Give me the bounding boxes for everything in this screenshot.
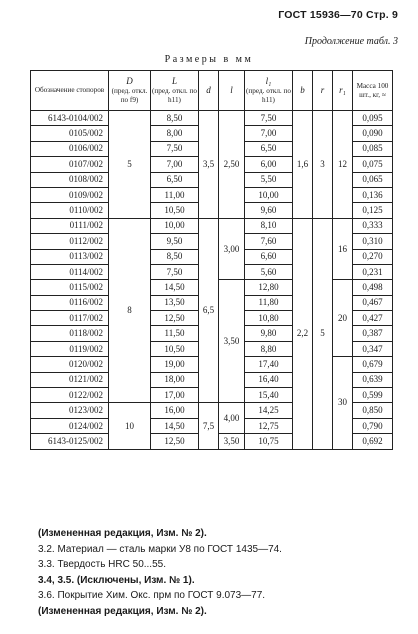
header-d-symbol: d — [206, 84, 211, 95]
header-D — [109, 71, 151, 111]
cell-l1: 5,60 — [245, 264, 293, 279]
cell-d: 6,5 — [199, 218, 219, 403]
cell-L: 7,50 — [151, 264, 199, 279]
cell-designation: 0114/002 — [31, 264, 109, 279]
header-l — [219, 71, 245, 111]
cell-l1: 6,50 — [245, 141, 293, 156]
cell-D: 10 — [109, 403, 151, 449]
note-coating: 3.6. Покрытие Хим. Окс. прм по ГОСТ 9.073—77. — [38, 590, 266, 601]
cell-mass: 0,136 — [353, 187, 393, 202]
header-b-symbol: b — [300, 84, 305, 95]
cell-mass: 0,679 — [353, 357, 393, 372]
cell-mass: 0,125 — [353, 203, 393, 218]
cell-mass: 0,467 — [353, 295, 393, 310]
header-l-symbol: l — [230, 84, 233, 95]
cell-mass: 0,333 — [353, 218, 393, 233]
cell-l: 3,50 — [219, 280, 245, 403]
cell-L: 6,50 — [151, 172, 199, 187]
sizes-caption: Размеры в мм — [164, 54, 254, 65]
cell-l1: 9,80 — [245, 326, 293, 341]
note-revision: (Измененная редакция, Изм. № 2). — [38, 528, 207, 539]
cell-L: 9,50 — [151, 234, 199, 249]
cell-designation: 0106/002 — [31, 141, 109, 156]
cell-designation: 0116/002 — [31, 295, 109, 310]
header-r1-symbol: r₁ — [339, 84, 346, 95]
cell-L: 7,00 — [151, 157, 199, 172]
cell-mass: 0,231 — [353, 264, 393, 279]
cell-designation: 6143-0104/002 — [31, 111, 109, 126]
cell-l1: 6,00 — [245, 157, 293, 172]
cell-L: 14,50 — [151, 280, 199, 295]
table-row — [31, 111, 393, 126]
cell-designation: 0117/002 — [31, 311, 109, 326]
header-r1 — [333, 71, 353, 111]
cell-l: 2,50 — [219, 111, 245, 219]
cell-designation: 0105/002 — [31, 126, 109, 141]
cell-L: 10,00 — [151, 218, 199, 233]
header-L-symbol: L — [171, 75, 177, 86]
cell-mass: 0,850 — [353, 403, 393, 418]
cell-designation: 0119/002 — [31, 341, 109, 356]
cell-L: 8,50 — [151, 111, 199, 126]
cell-D: 5 — [109, 111, 151, 219]
cell-mass: 0,427 — [353, 311, 393, 326]
cell-designation: 0121/002 — [31, 372, 109, 387]
cell-designation: 0112/002 — [31, 234, 109, 249]
cell-r: 5 — [313, 218, 333, 449]
cell-mass: 0,310 — [353, 234, 393, 249]
cell-L: 12,50 — [151, 311, 199, 326]
cell-L: 12,50 — [151, 434, 199, 449]
cell-L: 14,50 — [151, 418, 199, 433]
header-r-symbol: r — [320, 84, 325, 95]
header-d — [199, 71, 219, 111]
cell-l1: 17,40 — [245, 357, 293, 372]
cell-mass: 0,498 — [353, 280, 393, 295]
cell-l1: 8,10 — [245, 218, 293, 233]
cell-designation: 6143-0125/002 — [31, 434, 109, 449]
cell-r: 3 — [313, 111, 333, 219]
note-excluded: 3.4, 3.5. (Исключены, Изм. № 1). — [38, 574, 195, 586]
cell-D: 8 — [109, 218, 151, 403]
cell-d: 7,5 — [199, 403, 219, 449]
cell-L: 11,00 — [151, 187, 199, 202]
cell-designation: 0107/002 — [31, 157, 109, 172]
cell-L: 18,00 — [151, 372, 199, 387]
cell-designation: 0123/002 — [31, 403, 109, 418]
cell-l1: 16,40 — [245, 372, 293, 387]
cell-L: 13,50 — [151, 295, 199, 310]
cell-L: 17,00 — [151, 388, 199, 403]
cell-L: 11,50 — [151, 326, 199, 341]
header-D-symbol: D — [126, 75, 133, 86]
cell-l1: 8,80 — [245, 341, 293, 356]
note-material: 3.2. Материал — сталь марки У8 по ГОСТ 1435—74. — [38, 543, 282, 555]
page-header: ГОСТ 15936—70 Стр. 9 — [278, 9, 398, 21]
cell-l1: 12,75 — [245, 418, 293, 433]
cell-designation: 0115/002 — [31, 280, 109, 295]
cell-l1: 5,50 — [245, 172, 293, 187]
header-L — [151, 71, 199, 111]
cell-l1: 12,80 — [245, 280, 293, 295]
header-mass: Масса 100 шт., кг, ≈ — [353, 71, 393, 111]
header-b — [293, 71, 313, 111]
cell-mass: 0,095 — [353, 111, 393, 126]
cell-l1: 10,80 — [245, 311, 293, 326]
cell-designation: 0108/002 — [31, 172, 109, 187]
header-l1-symbol: l₁ — [265, 75, 272, 86]
cell-mass: 0,270 — [353, 249, 393, 264]
header-D-note: (пред. откл. по f9) — [111, 86, 148, 104]
cell-designation: 0109/002 — [31, 187, 109, 202]
cell-l1: 7,50 — [245, 111, 293, 126]
cell-mass: 0,347 — [353, 341, 393, 356]
notes-section — [38, 526, 398, 619]
header-L-note: (пред. откл. по h11) — [152, 86, 197, 104]
header-l1 — [245, 71, 293, 111]
cell-r1: 16 — [333, 218, 353, 280]
cell-r1: 12 — [333, 111, 353, 219]
cell-l1: 9,60 — [245, 203, 293, 218]
cell-L: 10,50 — [151, 203, 199, 218]
note-revision: (Измененная редакция, Изм. № 2). — [38, 605, 207, 617]
cell-designation: 0118/002 — [31, 326, 109, 341]
cell-mass: 0,790 — [353, 418, 393, 433]
cell-L: 7,50 — [151, 141, 199, 156]
note-hardness: 3.3. Твердость HRC 50...55. — [38, 559, 166, 570]
cell-l1: 7,00 — [245, 126, 293, 141]
cell-b: 1,6 — [293, 111, 313, 219]
cell-mass: 0,639 — [353, 372, 393, 387]
cell-l1: 14,25 — [245, 403, 293, 418]
cell-l1: 10,00 — [245, 187, 293, 202]
cell-l: 3,50 — [219, 434, 245, 449]
cell-mass: 0,692 — [353, 434, 393, 449]
specification-table — [30, 70, 393, 450]
cell-r1: 30 — [333, 357, 353, 449]
cell-designation: 0124/002 — [31, 418, 109, 433]
table-row — [31, 218, 393, 233]
cell-mass: 0,090 — [353, 126, 393, 141]
cell-mass: 0,075 — [353, 157, 393, 172]
cell-L: 16,00 — [151, 403, 199, 418]
cell-designation: 0113/002 — [31, 249, 109, 264]
cell-designation: 0122/002 — [31, 388, 109, 403]
cell-designation: 0111/002 — [31, 218, 109, 233]
cell-mass: 0,065 — [353, 172, 393, 187]
cell-l1: 15,40 — [245, 388, 293, 403]
cell-designation: 0110/002 — [31, 203, 109, 218]
cell-r1: 20 — [333, 280, 353, 357]
cell-L: 8,50 — [151, 249, 199, 264]
table-continuation-label: Продолжение табл. 3 — [304, 36, 398, 47]
table-header-row — [31, 71, 393, 111]
cell-l1: 6,60 — [245, 249, 293, 264]
header-designation: Обозначение стопоров — [31, 71, 109, 111]
cell-L: 8,00 — [151, 126, 199, 141]
cell-d: 3,5 — [199, 111, 219, 219]
cell-l1: 10,75 — [245, 434, 293, 449]
header-r — [313, 71, 333, 111]
cell-mass: 0,085 — [353, 141, 393, 156]
cell-b: 2,2 — [293, 218, 313, 449]
header-l1-note: (пред. откл. по h11) — [246, 86, 291, 104]
cell-mass: 0,387 — [353, 326, 393, 341]
cell-l1: 7,60 — [245, 234, 293, 249]
cell-mass: 0,599 — [353, 388, 393, 403]
cell-L: 10,50 — [151, 341, 199, 356]
cell-l1: 11,80 — [245, 295, 293, 310]
cell-l: 3,00 — [219, 218, 245, 280]
cell-l: 4,00 — [219, 403, 245, 434]
cell-L: 19,00 — [151, 357, 199, 372]
cell-designation: 0120/002 — [31, 357, 109, 372]
